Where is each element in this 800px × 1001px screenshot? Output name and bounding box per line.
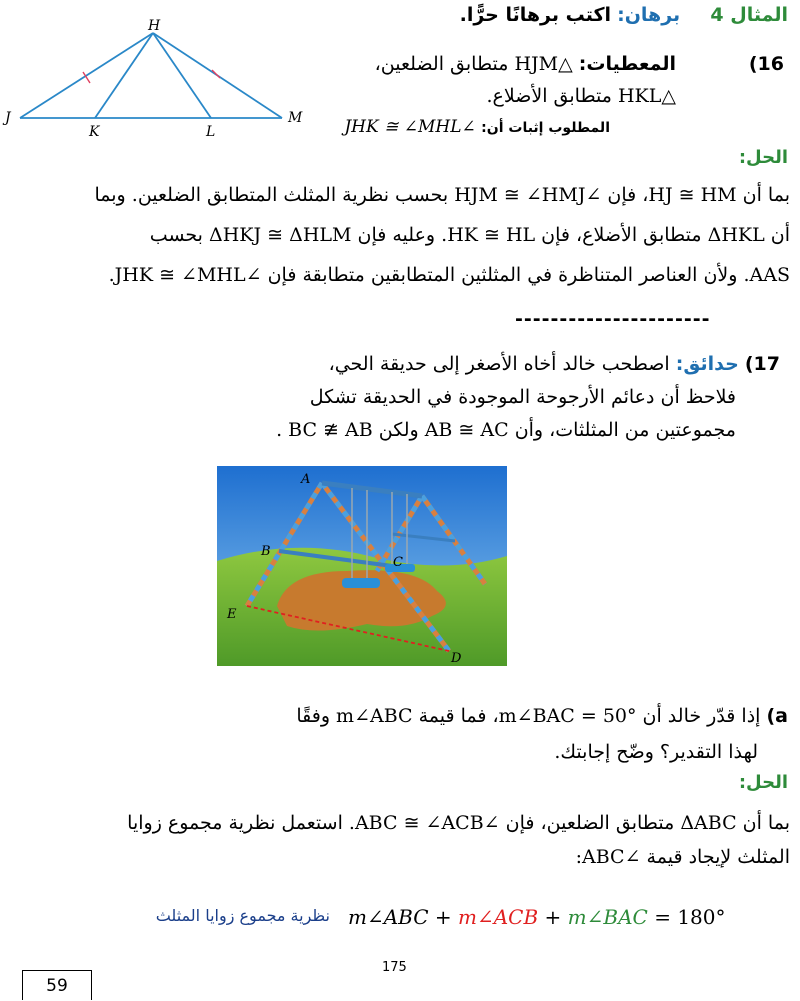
triangle-figure <box>0 15 320 145</box>
problem-number-16: 16) <box>748 53 784 75</box>
equation-term-abc: m∠ABC + <box>348 905 452 929</box>
example-header <box>388 4 788 26</box>
point-k-label: K <box>89 124 100 140</box>
solution-1-line-1: بما أن HJ ≅ HM، فإن ∠HJM ≅ ∠HMJ بحسب نظرية المثلث المتطابق الضلعين. وبما <box>94 184 790 206</box>
solution-1-text <box>5 180 790 290</box>
equation-result: = 180° <box>654 905 726 929</box>
example-label: المثال 4 <box>710 4 788 26</box>
segment-hl <box>153 33 211 118</box>
prove-line <box>290 117 610 137</box>
solution-2-label: الحل: <box>738 772 788 793</box>
point-m-label: M <box>288 110 303 126</box>
given-statement-2: △HKL متطابق الأضلاع. <box>486 85 676 107</box>
part-a-text-2: لهذا التقدير؟ وضّح إجابتك. <box>554 741 758 763</box>
part-a-text-1: إذا قدّر خالد أن m∠BAC = 50°، فما قيمة m∠ABC وفقًا <box>296 705 761 727</box>
page-box-number: 59 <box>22 970 92 1000</box>
point-l-label: L <box>206 124 216 140</box>
point-d-label: D <box>451 651 462 666</box>
angle-sum-equation <box>348 905 726 929</box>
page-number: 175 <box>382 960 407 975</box>
swing-seat <box>342 578 380 588</box>
equation-plus: + <box>544 905 562 929</box>
gardens-label: حدائق: <box>675 353 739 375</box>
part-a-label: a) <box>766 705 788 727</box>
problem-17-text-1: اصطحب خالد أخاه الأصغر إلى حديقة الحي، <box>328 353 670 375</box>
problem-17-line-3: مجموعتين من المثلثات، وأن AB ≅ AC ولكن BC ≇ AB . <box>276 419 736 441</box>
equation-term-acb: m∠ACB <box>458 905 539 929</box>
point-h-label: H <box>148 18 161 34</box>
instruction: اكتب برهانًا حرًّا. <box>459 4 612 26</box>
point-c-label: C <box>393 555 403 570</box>
segment-hk <box>95 33 153 118</box>
given-line-1 <box>296 48 784 80</box>
tick-mark-hm <box>212 70 220 78</box>
part-a <box>148 698 788 770</box>
segment-hj <box>20 33 153 118</box>
solution-1-line-2: أن ΔHKL متطابق الأضلاع، فإن HK ≅ HL. وعليه فإن ΔHKJ ≅ ΔHLM بحسب <box>149 224 790 246</box>
dashed-separator: ---------------------- <box>515 308 711 330</box>
proof-label: برهان: <box>617 4 681 26</box>
solution-2-line-1: بما أن ΔABC متطابق الضلعين، فإن ∠ABC ≅ ∠ACB. استعمل نظرية مجموع زوايا <box>127 812 790 834</box>
problem-17 <box>180 348 780 447</box>
problem-16 <box>296 48 784 112</box>
prove-statement: ∠JHK ≅ ∠MHL <box>344 117 476 137</box>
problem-17-line-1 <box>180 348 780 381</box>
prove-label: المطلوب إثبات أن: <box>481 120 610 136</box>
solution-2-line-2: المثلث لإيجاد قيمة ∠ABC: <box>575 846 790 868</box>
swing-figure <box>217 466 507 666</box>
problem-17-line-2: فلاحظ أن دعائم الأرجوحة الموجودة في الحديقة تشكل <box>309 386 736 408</box>
given-label: المعطيات: <box>578 53 676 75</box>
equation-note: نظرية مجموع زوايا المثلث <box>155 906 330 925</box>
part-a-line-1 <box>148 698 788 734</box>
given-statement-1: △HJM متطابق الضلعين، <box>374 53 573 75</box>
point-b-label: B <box>261 544 271 559</box>
solution-2-text <box>5 808 790 872</box>
equation-term-bac: m∠BAC <box>567 905 648 929</box>
point-e-label: E <box>227 607 237 622</box>
point-j-label: J <box>5 110 11 126</box>
point-a-label: A <box>301 472 311 487</box>
solution-1-line-3: AAS. ولأن العناصر المتناظرة في المثلثين المتطابقين متطابقة فإن ∠JHK ≅ ∠MHL. <box>108 264 790 286</box>
problem-number-17: 17) <box>744 353 780 375</box>
solution-1-label: الحل: <box>738 147 788 168</box>
